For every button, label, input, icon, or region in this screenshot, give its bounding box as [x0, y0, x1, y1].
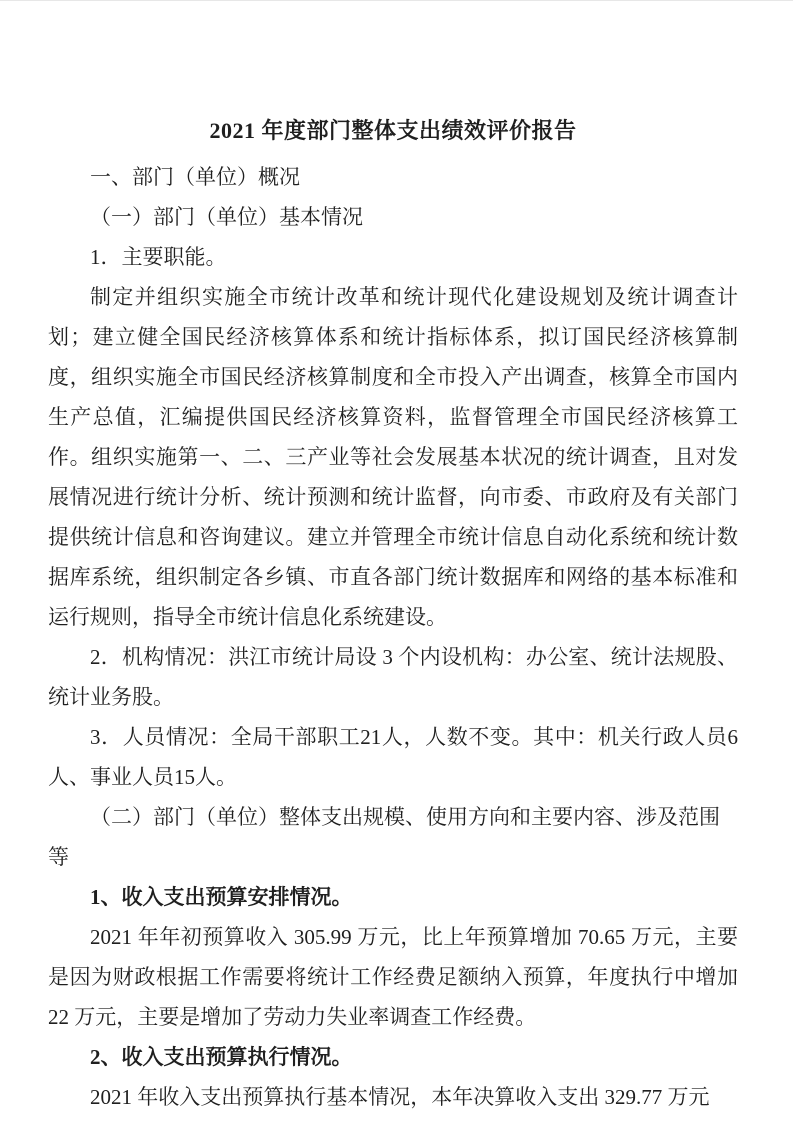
paragraph-budget-execution: 2021 年收入支出预算执行基本情况，本年决算收入支出 329.77 万元	[90, 1085, 710, 1109]
paragraph-organization: 2．机构情况：洪江市统计局设 3 个内设机构：办公室、统计法规股、统计业务股。	[48, 645, 738, 709]
paragraph-personnel: 3．人员情况：全局干部职工21人，人数不变。其中：机关行政人员6人、事业人员15人。	[48, 725, 738, 789]
heading-budget-execution: 2、收入支出预算执行情况。	[90, 1045, 353, 1069]
heading-budget-arrangement: 1、收入支出预算安排情况。	[90, 885, 353, 909]
heading-section-one: 一、部门（单位）概况	[90, 165, 300, 189]
heading-subsection-one: （一）部门（单位）基本情况	[90, 205, 363, 229]
item-main-functions: 1．主要职能。	[90, 245, 227, 269]
page-title: 2021 年度部门整体支出绩效评价报告	[209, 118, 577, 143]
paragraph-budget-arrangement: 2021 年年初预算收入 305.99 万元，比上年预算增加 70.65 万元，主要是因为财政根据工作需要将统计工作经费足额纳入预算，年度执行中增加 22 万元，主要是增加了劳动力失业率调查工作经费。	[48, 925, 738, 1029]
paragraph-main-functions: 制定并组织实施全市统计改革和统计现代化建设规划及统计调查计划；建立健全国民经济核算体系和统计指标体系，拟订国民经济核算制度，组织实施全市国民经济核算制度和全市投入产出调查，核算全市国内生产总值，汇编提供国民经济核算资料，监督管理全市国民经济核算工作。组织实施第一、二、三产业等社会发展基本状况的统计调查，且对发展情况进行统计分析、统计预测和统计监督，向市委、市政府及有关部门提供统计信息和咨询建议。建立并管理全市统计信息自动化系统和统计数据库系统，组织制定各乡镇、市直各部门统计数据库和网络的基本标准和运行规则，指导全市统计信息化系统建设。	[48, 285, 738, 629]
heading-subsection-two: （二）部门（单位）整体支出规模、使用方向和主要内容、涉及范围等	[48, 805, 720, 869]
